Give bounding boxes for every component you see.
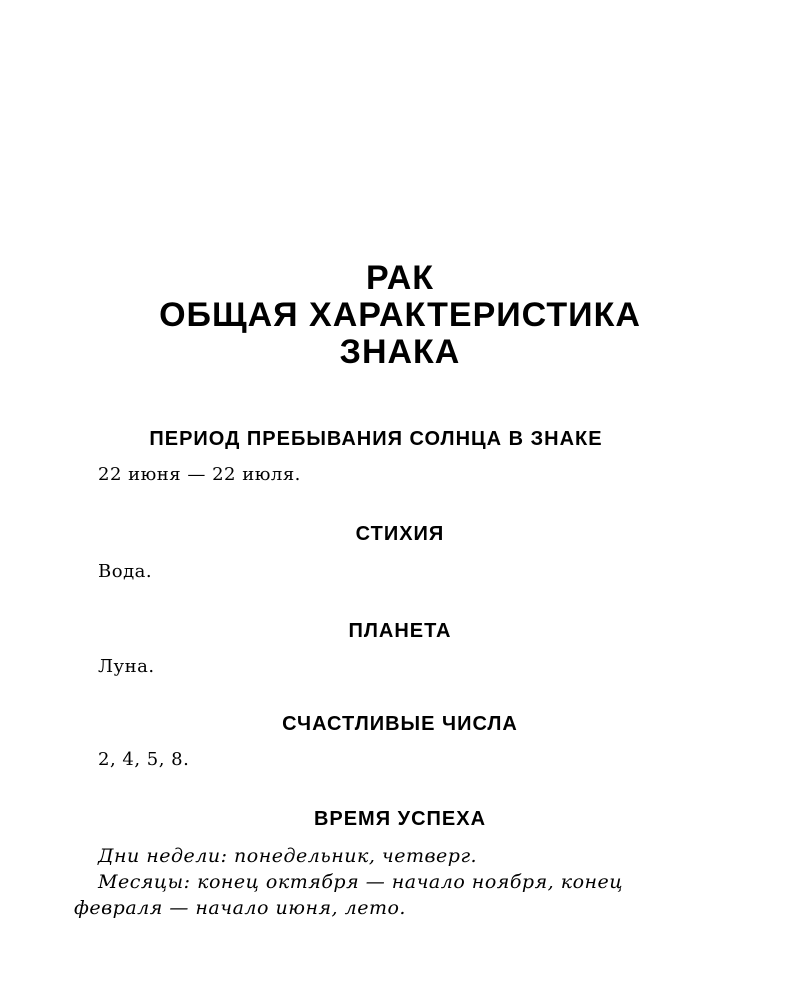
section-heading-planet: ПЛАНЕТА xyxy=(348,620,452,642)
section-heading-element: СТИХИЯ xyxy=(355,523,445,545)
section-text-lucky-numbers: 2, 4, 5, 8. xyxy=(98,749,190,770)
section-text-element: Вода. xyxy=(98,561,153,582)
section-heading-lucky-numbers: СЧАСТЛИВЫЕ ЧИСЛА xyxy=(282,713,518,735)
title-line-3: ЗНАКА xyxy=(339,333,461,371)
title-line-2: ОБЩАЯ ХАРАКТЕРИСТИКА xyxy=(159,296,641,334)
title-line-1: РАК xyxy=(366,259,434,297)
section-heading-sun-period: ПЕРИОД ПРЕБЫВАНИЯ СОЛНЦА В ЗНАКЕ xyxy=(149,428,603,450)
success-time-line-3: февраля — начало июня, лето. xyxy=(74,897,406,919)
section-heading-success-time: ВРЕМЯ УСПЕХА xyxy=(313,808,487,830)
section-text-sun-period: 22 июня — 22 июля. xyxy=(98,464,301,485)
section-text-planet: Луна. xyxy=(98,656,155,677)
chapter-title xyxy=(0,260,800,371)
success-time-line-2: Месяцы: конец октября — начало ноября, конец xyxy=(98,871,624,893)
success-time-line-1: Дни недели: понедельник, четверг. xyxy=(98,845,478,867)
